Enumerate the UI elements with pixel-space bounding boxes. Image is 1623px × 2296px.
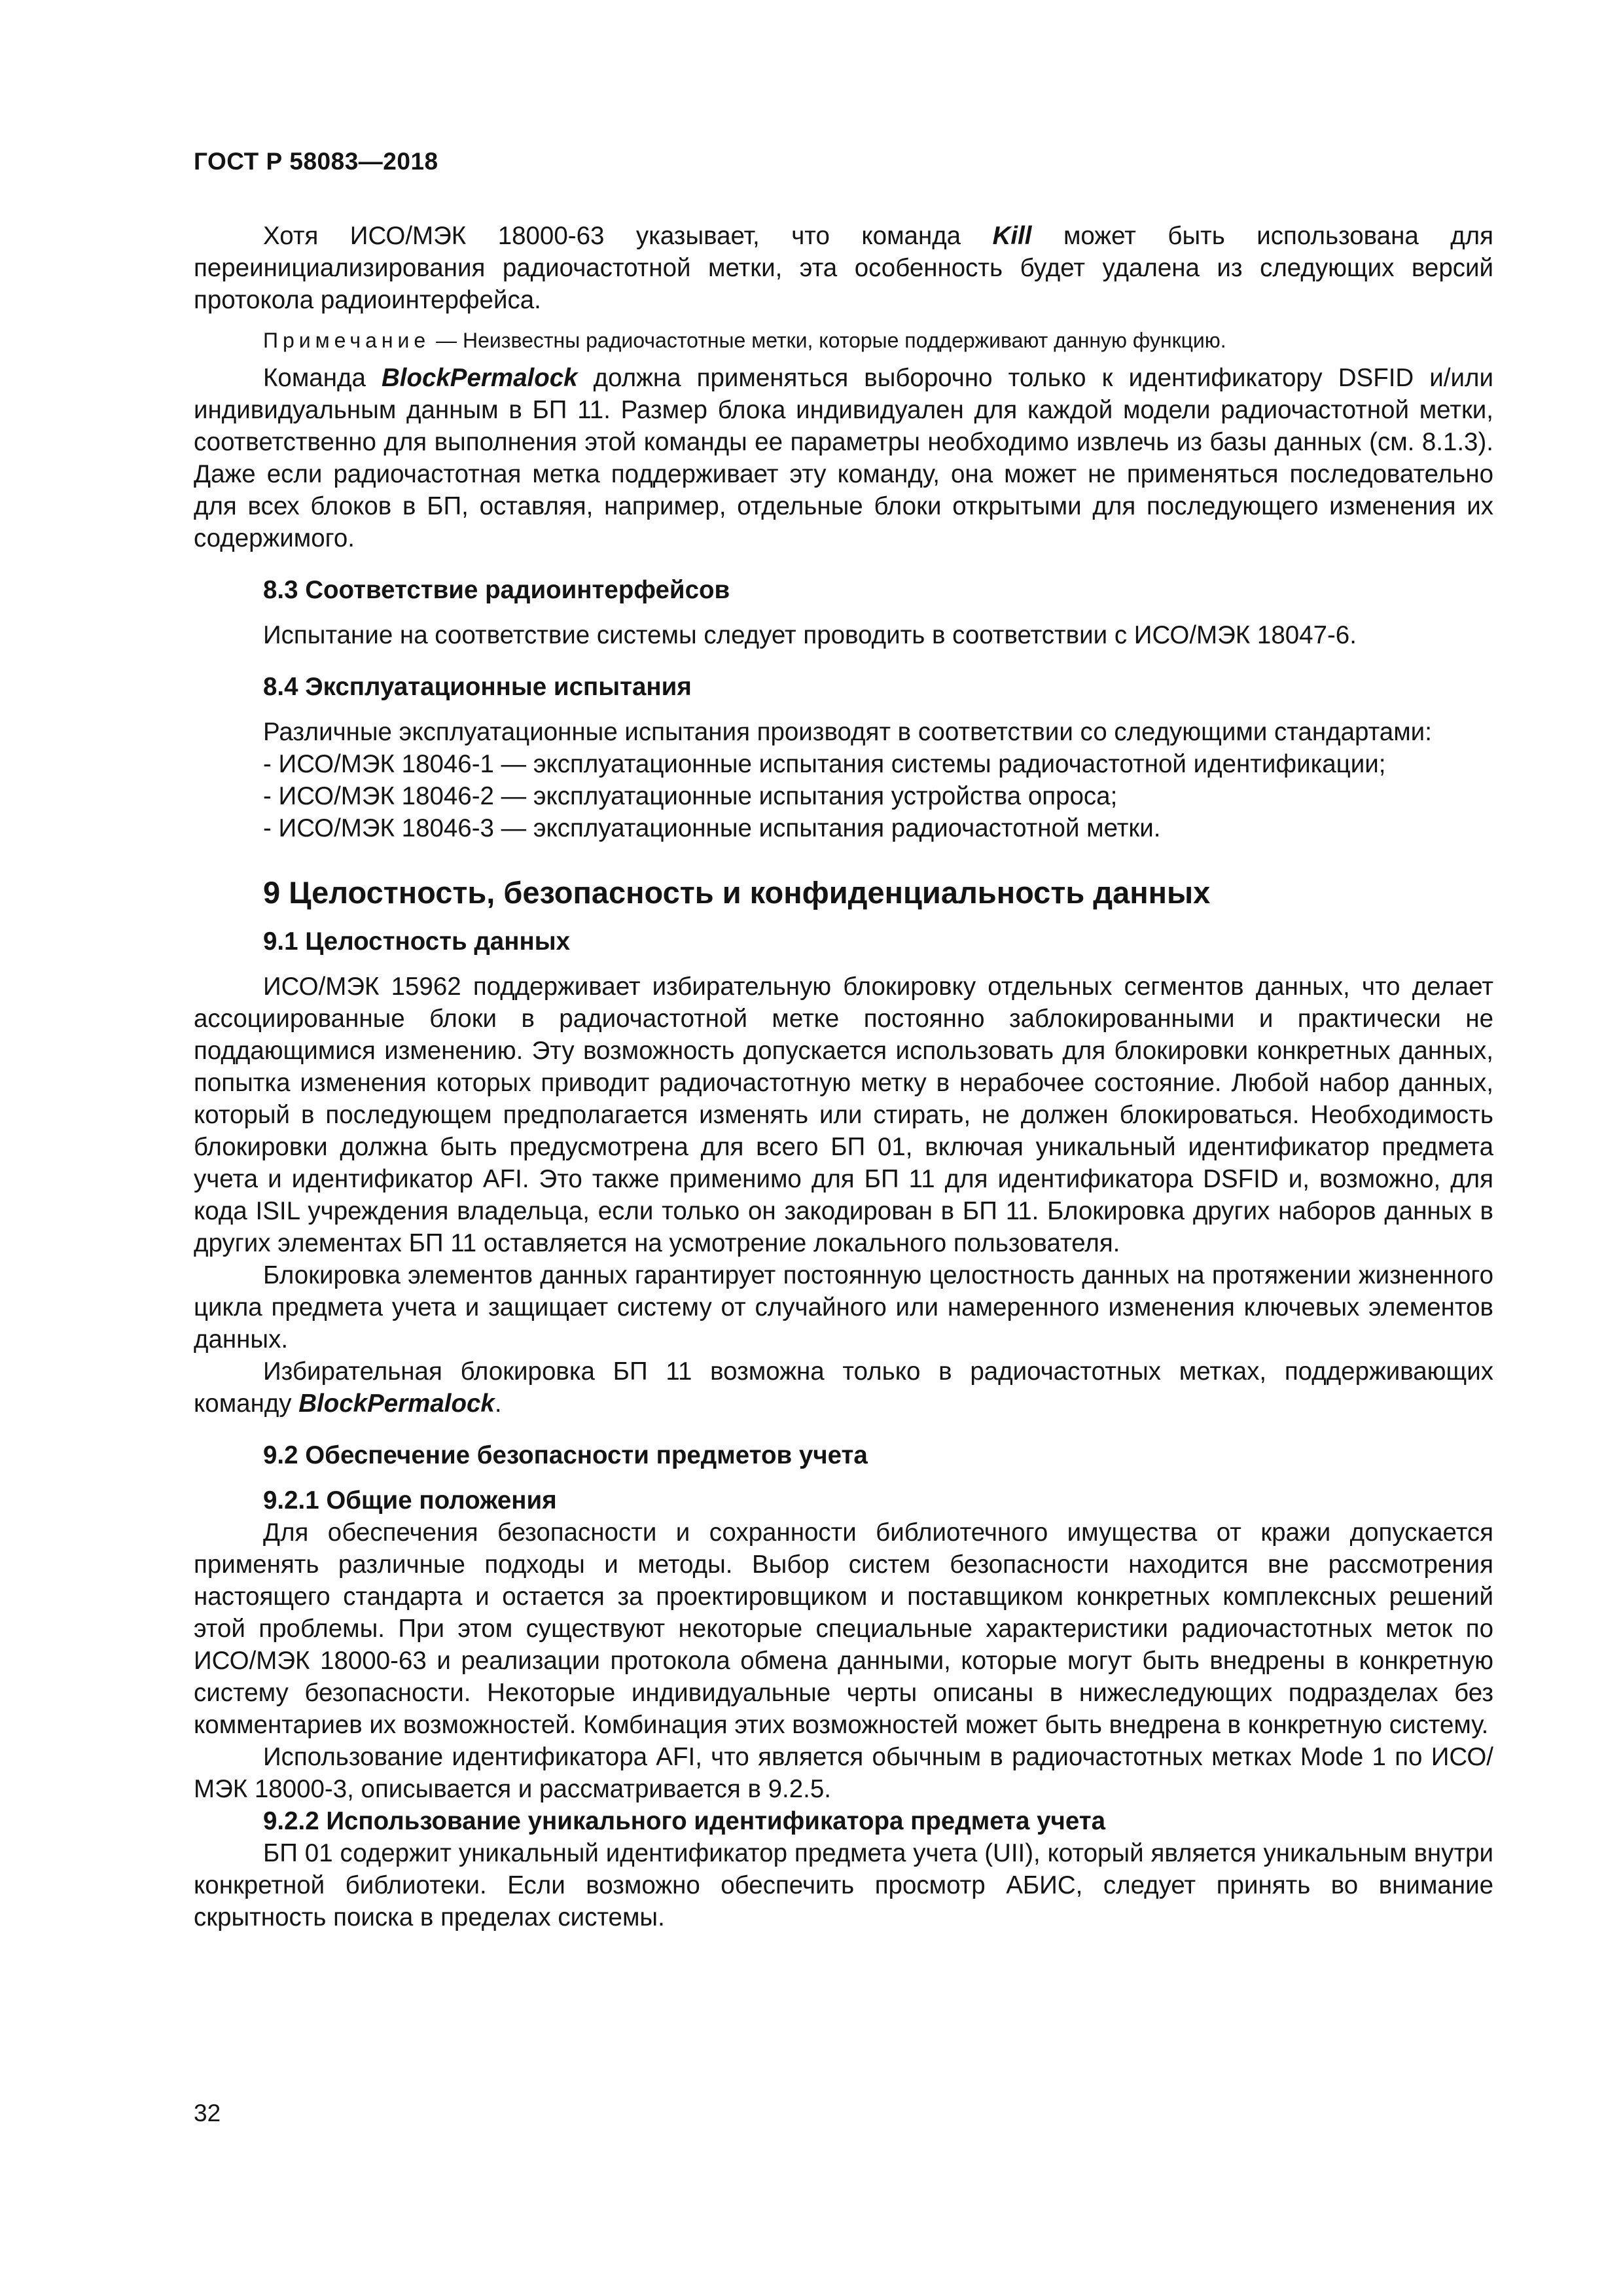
note-label: Примечание [263, 329, 431, 352]
standards-list [194, 748, 1493, 844]
paragraph-9-1-b: Блокировка элементов данных гарантирует постоянную целостность данных на протяжении жизненного цикла предмета учета и защищает систему от случайного или намеренного изменения ключевых элементов данных. [194, 1261, 1493, 1354]
paragraph-8-3: Испытание на соответствие системы следует проводить в соответствии с ИСО/МЭК 18047-6. [263, 621, 1357, 649]
page-number: 32 [194, 2100, 221, 2126]
paragraph-9-2-1-a: Для обеспечения безопасности и сохранности библиотечного имущества от кражи допускается применять различные подходы и методы. Выбор систем безопасности находится вне рассмотрения настоящего стандарта и остается за проектировщиком и поставщиком конкретных комплексных решений этой проблемы. При этом существуют некоторые специальные характеристики радиочастотных меток по ИСО/МЭК 18000-63 и реализации протокола обмена данными, которые могут быть внедрены в конкретную систему безопасности. Некоторые индивидуальные черты описаны в нижеследующих подразделах без комментариев их возможностей. Комбинация этих возможностей может быть внедрена в конкретную систему. [194, 1518, 1493, 1739]
heading-9-2: 9.2 Обеспечение безопасности предметов учета [263, 1441, 868, 1469]
paragraph-blockpermalock: Команда BlockPermalock должна применяться выборочно только к идентификатору DSFID и/или индивидуальным данным в БП 11. Размер блока индивидуален для каждой модели радиочастотной метки, соответственно для выполнения этой команды ее параметры необходимо извлечь из базы данных (см. 8.1.3). Даже если радиочастотная метка поддерживает эту команду, она может не применяться последовательно для всех блоков в БП, оставляя, например, отдельные блоки открытыми для последующего изменения их содержимого. [194, 364, 1493, 552]
list-item: - ИСО/МЭК 18046-3 — эксплуатационные испытания радиочастотной метки. [263, 814, 1161, 842]
paragraph-9-2-1-b: Использование идентификатора AFI, что является обычным в радиочастотных метках Mode 1 по ИСО/МЭК 18000-3, описывается и рассматривается в 9.2.5. [194, 1743, 1493, 1803]
list-item: - ИСО/МЭК 18046-1 — эксплуатационные испытания системы радиочастотной идентификации; [263, 750, 1386, 778]
command-blockpermalock: BlockPermalock [298, 1390, 495, 1418]
heading-8-4: 8.4 Эксплуатационные испытания [263, 673, 692, 701]
paragraph-9-1-c: Избирательная блокировка БП 11 возможна только в радиочастотных метках, поддерживающих команду BlockPermalock. [194, 1357, 1493, 1418]
paragraph-9-1-a: ИСО/МЭК 15962 поддерживает избирательную блокировку отдельных сегментов данных, что делает ассоциированные блоки в радиочастотной метке постоянно заблокированными и практически не поддающимися изменению. Эту возможность допускается использовать для блокировки конкретных данных, попытка изменения которых приводит радиочастотную метку в нерабочее состояние. Любой набор данных, который в последующем предполагается изменять или стирать, не должен блокироваться. Необходимость блокировки должна быть предусмотрена для всего БП 01, включая уникальный идентификатор предмета учета и идентификатор AFI. Это также применимо для БП 11 для идентификатора DSFID и, возможно, для кода ISIL учреждения владельца, если только он закодирован в БП 11. Блокировка других наборов данных в других элементах БП 11 оставляется на усмотрение локального пользователя. [194, 973, 1493, 1257]
document-header: ГОСТ Р 58083—2018 [194, 148, 438, 175]
command-blockpermalock: BlockPermalock [381, 364, 578, 392]
heading-8-3: 8.3 Соответствие радиоинтерфейсов [263, 576, 730, 604]
heading-9-2-2: 9.2.2 Использование уникального идентификатора предмета учета [263, 1807, 1106, 1835]
list-item: - ИСО/МЭК 18046-2 — эксплуатационные испытания устройства опроса; [263, 782, 1118, 810]
heading-9: 9 Целостность, безопасность и конфиденциальность данных [263, 875, 1211, 910]
note-text: — Неизвестны радиочастотные метки, которые поддерживают данную функцию. [430, 329, 1226, 352]
document-body [194, 220, 1493, 1933]
note [194, 327, 1493, 354]
heading-9-2-1: 9.2.1 Общие положения [263, 1486, 557, 1515]
command-kill: Kill [992, 222, 1032, 250]
paragraph-9-2-2: БП 01 содержит уникальный идентификатор предмета учета (UII), который является уникальным внутри конкретной библиотеки. Если возможно обеспечить просмотр АБИС, следует принять во внимание скрытность поиска в пределах системы. [194, 1839, 1493, 1931]
paragraph-8-4-intro: Различные эксплуатационные испытания производят в соответствии со следующими стандартами: [263, 718, 1432, 746]
paragraph-kill-command: Хотя ИСО/МЭК 18000-63 указывает, что команда Kill может быть использована для переинициализирования радиочастотной метки, эта особенность будет удалена из следующих версий протокола радиоинтерфейса. [194, 222, 1493, 314]
heading-9-1: 9.1 Целостность данных [263, 927, 570, 956]
